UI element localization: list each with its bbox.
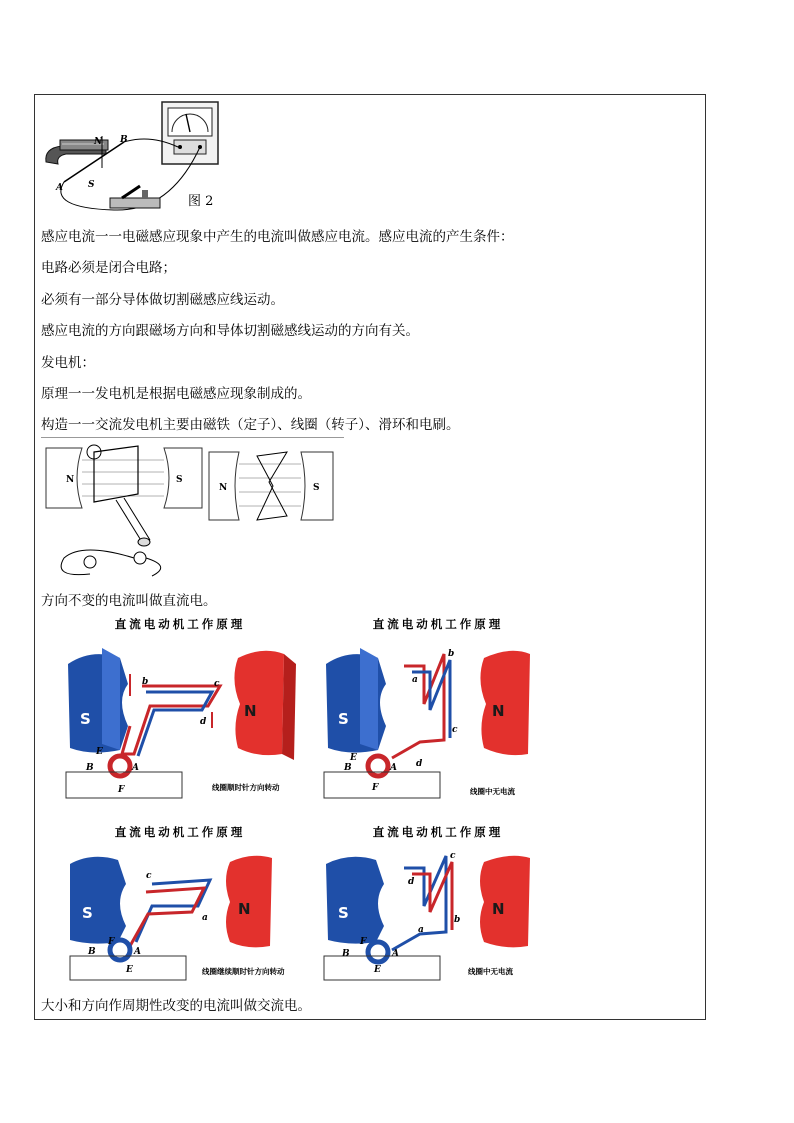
motor-panel-1-title: 直流电动机工作原理 [114, 617, 246, 631]
figure-2-label-n: N [94, 137, 103, 147]
motor-panel-1-label-b2: B [86, 763, 94, 773]
motor-panel-2-caption: 线圈中无电流 [470, 787, 515, 796]
paragraph-generator-heading: 发电机： [41, 355, 95, 371]
motor-panel-2-n: N [492, 702, 505, 720]
figure-2-label-s: S [88, 180, 95, 190]
motor-panel-4-s: S [338, 904, 349, 922]
generator-left-s: S [176, 475, 183, 485]
motor-panel-3 [62, 822, 308, 992]
motor-panel-2-label-a2: A [390, 763, 397, 773]
motor-panel-2 [320, 614, 556, 804]
generator-figure-left [42, 442, 212, 580]
motor-panel-2-label-e: E [350, 753, 357, 763]
motor-panel-2-label-f: F [372, 783, 379, 793]
paragraph-alternating-current: 大小和方向作周期性改变的电流叫做交流电。 [41, 998, 311, 1014]
motor-panel-1-n: N [244, 702, 257, 720]
figure-2-apparatus [40, 98, 230, 214]
generator-right-n: N [219, 483, 228, 493]
motor-panel-4-label-c: c [450, 851, 456, 861]
motor-panel-4-label-e: E [374, 965, 381, 975]
motor-panel-1-label-b: b [142, 677, 149, 687]
motor-panel-4-caption: 线圈中无电流 [468, 967, 513, 976]
motor-panel-4-label-f: F [360, 937, 367, 947]
motor-panel-1-label-d: d [200, 717, 207, 727]
motor-panel-2-label-a: a [412, 675, 418, 685]
paragraph-cutting-lines: 必须有一部分导体做切割磁感应线运动。 [41, 292, 284, 308]
figure-2-caption: 图 2 [188, 194, 214, 209]
motor-panel-2-title: 直流电动机工作原理 [372, 617, 504, 631]
motor-panel-4-title: 直流电动机工作原理 [372, 825, 504, 839]
motor-panel-3-label-c: c [146, 871, 152, 881]
motor-panel-3-label-a2: A [134, 947, 141, 957]
motor-panel-4-label-d: d [408, 877, 415, 887]
motor-panel-3-label-a: a [202, 913, 208, 923]
motor-panel-4 [320, 822, 556, 992]
motor-panel-2-label-b2: B [344, 763, 352, 773]
paragraph-closed-circuit: 电路必须是闭合电路； [41, 260, 176, 276]
motor-panel-4-label-a: a [418, 925, 424, 935]
motor-panel-1-label-a: A [132, 763, 139, 773]
motor-panel-4-label-a2: A [392, 949, 399, 959]
motor-panel-4-n: N [492, 900, 505, 918]
motor-panel-1-s: S [80, 710, 91, 728]
generator-left-n: N [66, 475, 75, 485]
paragraph-current-direction: 感应电流的方向跟磁场方向和导体切割磁感线运动的方向有关。 [41, 323, 419, 339]
motor-panel-1-label-f: F [118, 785, 125, 795]
motor-panel-3-caption: 线圈继续顺时针方向转动 [202, 967, 285, 976]
motor-panel-2-label-b: b [448, 649, 455, 659]
motor-panel-2-s: S [338, 710, 349, 728]
paragraph-induced-current: 感应电流一一电磁感应现象中产生的电流叫做感应电流。感应电流的产生条件： [41, 229, 514, 245]
motor-panel-1-label-e: E [96, 747, 103, 757]
motor-panel-3-title: 直流电动机工作原理 [114, 825, 246, 839]
paragraph-direct-current: 方向不变的电流叫做直流电。 [41, 593, 217, 609]
motor-panel-1-label-c: c [214, 679, 220, 689]
paragraph-generator-structure: 构造一一交流发电机主要由磁铁（定子）、线圈（转子）、滑环和电刷。 [41, 417, 460, 433]
motor-panel-1 [62, 614, 298, 804]
motor-panel-4-label-b: b [454, 915, 461, 925]
motor-panel-4-label-b2: B [342, 949, 350, 959]
generator-right-s: S [313, 483, 320, 493]
motor-panel-3-label-e: E [126, 965, 133, 975]
motor-panel-2-label-c: c [452, 725, 458, 735]
figure-2-label-b: B [120, 135, 128, 145]
motor-panel-3-n: N [238, 900, 251, 918]
motor-panel-3-label-b: B [88, 947, 96, 957]
figure-2-label-a: A [56, 183, 63, 193]
divider [41, 437, 344, 438]
motor-panel-3-label-f: F [108, 937, 115, 947]
motor-panel-1-caption: 线圈顺时针方向转动 [212, 783, 280, 792]
motor-panel-3-s: S [82, 904, 93, 922]
generator-figure-right [207, 450, 337, 528]
motor-panel-2-label-d: d [416, 759, 423, 769]
paragraph-generator-principle: 原理一一发电机是根据电磁感应现象制成的。 [41, 386, 311, 402]
